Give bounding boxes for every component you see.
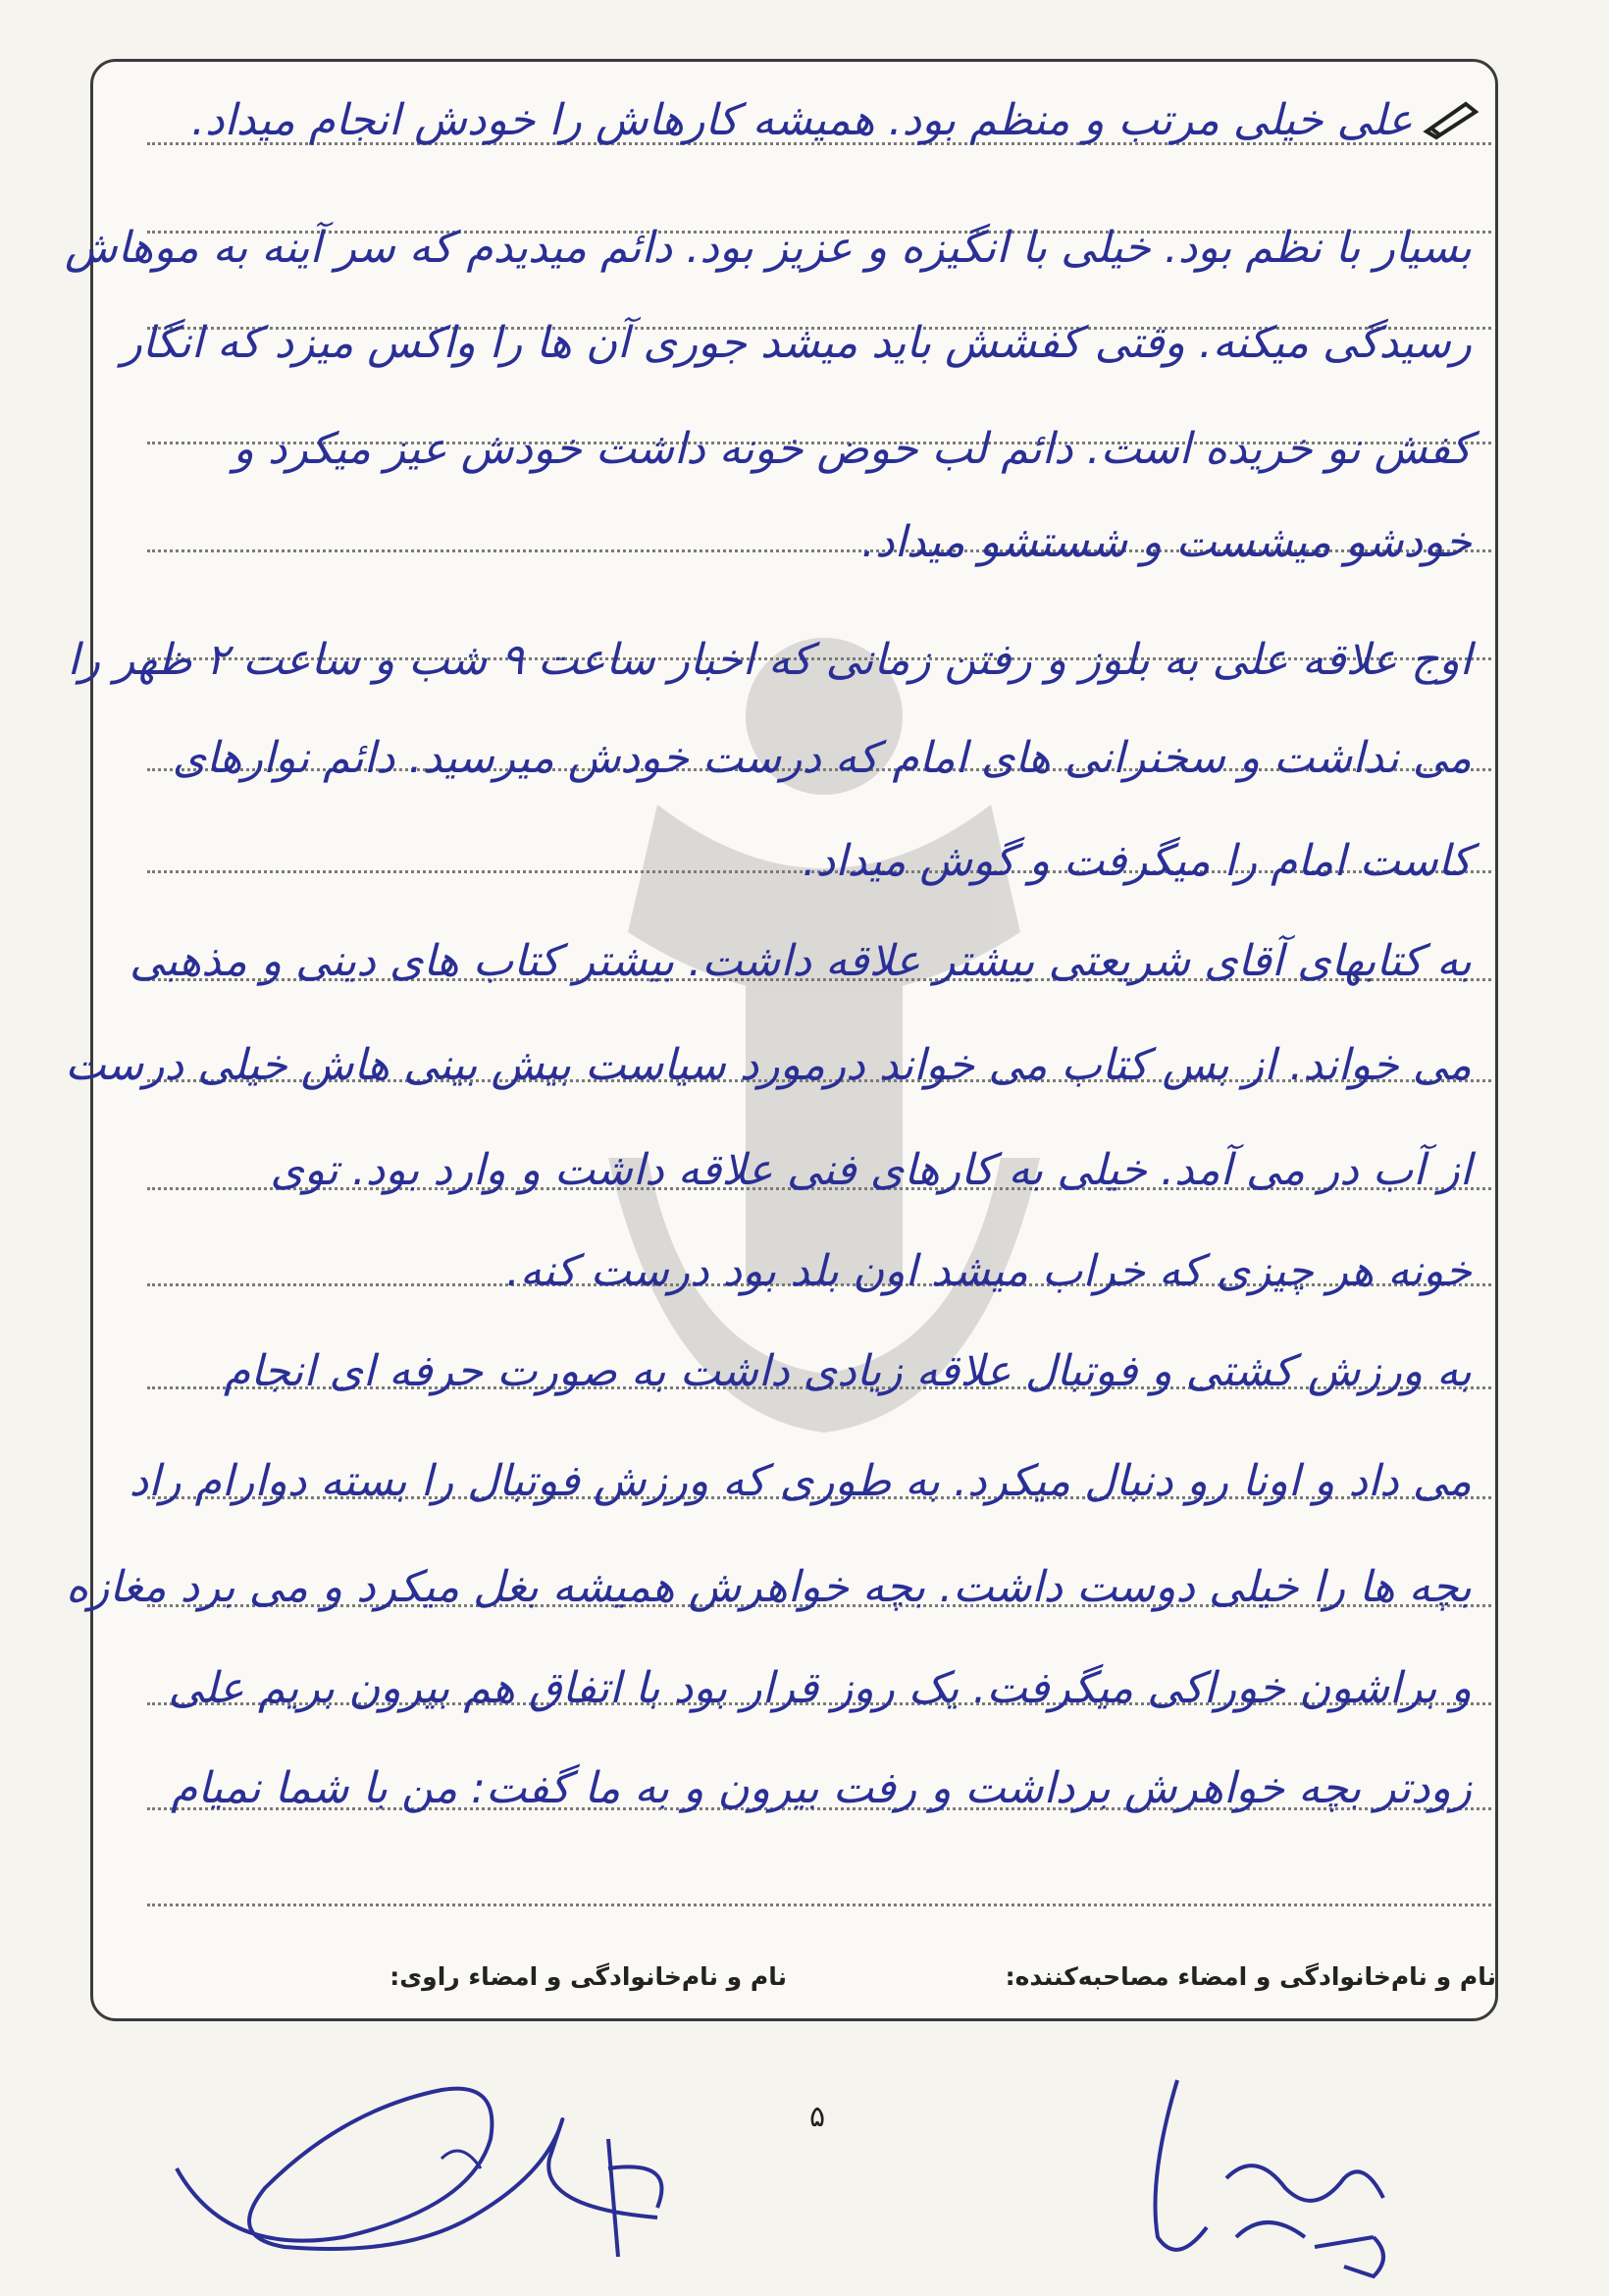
handwritten-line-7: می نداشت و سخنرانی های امام که درست خودش میرسید. دائم نوارهای (172, 733, 1472, 783)
handwritten-line-6: اوج علاقه علی به بلوز و رفتن زمانی که اخبار ساعت ۹ شب و ساعت ۲ ظهر را (67, 635, 1472, 685)
handwritten-line-2: بسیار با نظم بود. خیلی با انگیزه و عزیز بود. دائم میدیدم که سر آینه به موهاش (65, 223, 1472, 273)
interviewer-signature (1118, 2041, 1413, 2286)
handwritten-line-8: کاست امام را میگرفت و گوش میداد. (802, 836, 1472, 886)
handwritten-line-12: خونه هر چیزی که خراب میشد اون بلد بود درست کنه. (505, 1246, 1472, 1296)
narrator-signature-label: نام و نام‌خانوادگی و امضاء راوی: (389, 1962, 787, 1991)
handwritten-line-3: رسیدگی میکنه. وقتی کفشش باید میشد جوری آن ها را واکس میزد که انگار (121, 318, 1472, 368)
ruled-line (147, 1904, 1491, 1906)
handwritten-line-4: کفش نو خریده است. دائم لب حوض خونه داشت خودش عیز میکرد و (233, 424, 1472, 474)
pen-icon (1423, 98, 1481, 137)
handwritten-line-11: از آب در می آمد. خیلی به کارهای فنی علاقه داشت و وارد بود. توی (270, 1145, 1472, 1195)
interviewer-signature-label: نام و نام‌خانوادگی و امضاء مصاحبه‌کننده: (1005, 1962, 1496, 1991)
handwritten-line-14: می داد و اونا رو دنبال میکرد. به طوری که ورزش فوتبال را بسته دوارام راد (129, 1456, 1472, 1506)
page-number: ۵ (809, 2100, 826, 2134)
handwritten-line-13: به ورزش کشتی و فوتبال علاقه زیادی داشت به صورت حرفه ای انجام (223, 1346, 1472, 1396)
handwritten-line-15: بچه ها را خیلی دوست داشت. بچه خواهرش همیشه بغل میکرد و می برد مغازه (66, 1562, 1472, 1612)
handwritten-line-10: می خواند. از بس کتاب می خواند درمورد سیاست بیش بینی هاش خیلی درست (65, 1040, 1472, 1090)
handwritten-line-9: به کتابهای آقای شریعتی بیشتر علاقه داشت. بیشتر کتاب های دینی و مذهبی (130, 936, 1472, 986)
handwritten-line-1: علی خیلی مرتب و منظم بود. همیشه کارهاش را خودش انجام میداد. (190, 95, 1413, 145)
narrator-signature (147, 2021, 697, 2286)
handwritten-line-17: زودتر بچه خواهرش برداشت و رفت بیرون و به ما گفت: من با شما نمیام (171, 1763, 1472, 1813)
handwritten-line-5: خودشو میشست و شستشو میداد. (861, 517, 1472, 567)
handwritten-line-16: و براشون خوراکی میگرفت. یک روز قرار بود با اتفاق هم بیرون بریم علی (168, 1663, 1472, 1713)
